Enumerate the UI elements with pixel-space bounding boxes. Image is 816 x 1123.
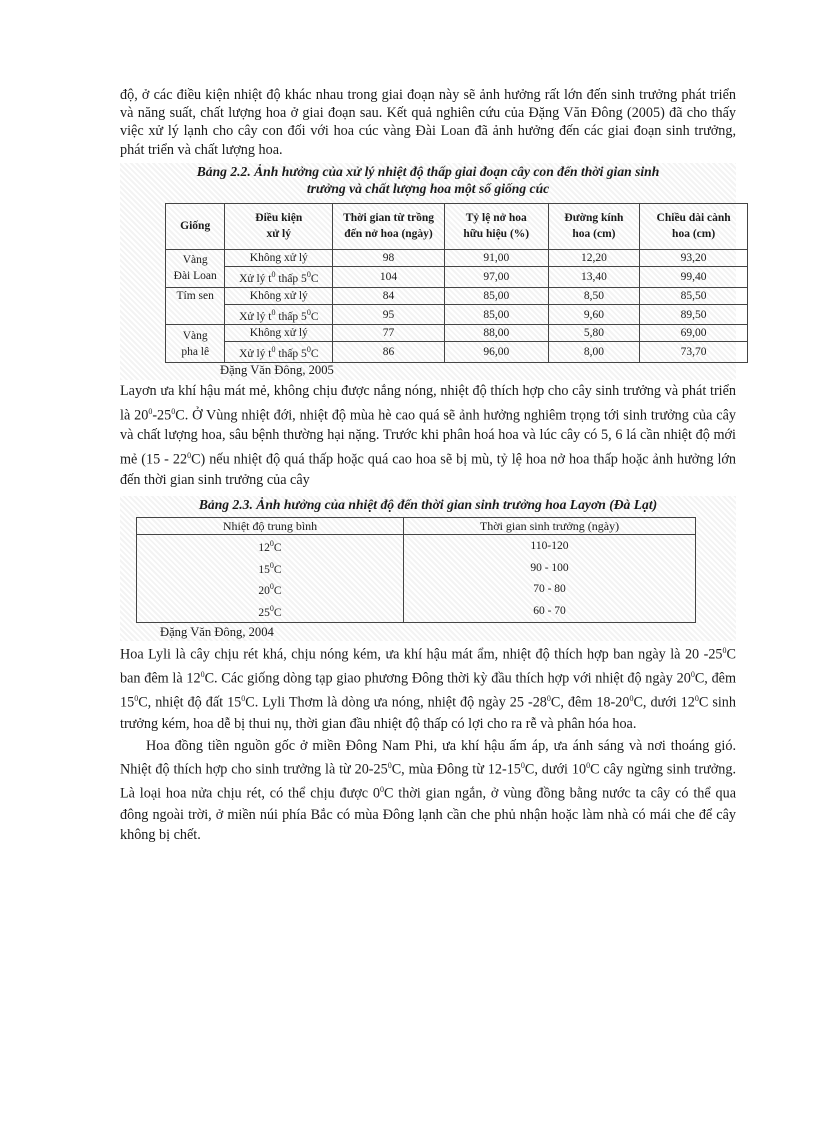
table1-header-row [166,203,748,249]
table-row [137,534,696,556]
length-cell: 73,70 [640,342,748,363]
lyli-paragraph: Hoa Lyli là cây chịu rét khá, chịu nóng kém, ưa khí hậu mát ẩm, nhiệt độ thích hợp ban ngày là 20 $-25^0C$ ban đêm là $12^0C$. Các giống dòng tạp giao phương Đông thời kỳ đầu thích hợp với nhiệt độ ngày $20^0C$, đêm $15^0C$, nhiệt độ đất $15^0C$. Lyli Thơm là dòng ưa nóng, nhiệt độ ngày 25 $-28^0C$, đêm $18-20^0C$, dưới $12^0C$ sinh trưởng kém, hoa dễ bị thui nụ, thời gian đầu nhiệt độ thấp có lợi cho ra rễ và phân hóa hoa. [120,646,737,732]
diameter-cell: 5,80 [548,325,640,342]
length-cell: 99,40 [640,266,748,287]
table1 [165,203,748,363]
document-page [120,86,736,845]
time-cell: 110-120 [404,534,696,556]
days-cell: 98 [333,249,445,266]
table1-source: Đặng Văn Đông, 2005 [220,363,334,378]
treatment-cell: Không xử lý [225,287,333,304]
table-row [166,342,748,363]
table2-header-time: Thời gian sinh trưởng (ngày) [404,517,696,534]
time-cell: 70 - 80 [404,578,696,600]
table1-header-chieu-dai: Chiều dài cành hoa (cm) [640,203,748,249]
length-cell: 69,00 [640,325,748,342]
days-cell: 84 [333,287,445,304]
table1-header-giong: Giống [166,203,225,249]
time-cell: 90 - 100 [404,557,696,579]
layon-paragraph: Layơn ưa khí hậu mát mẻ, không chịu được nắng nóng, nhiệt độ thích hợp cho cây sinh trưởng và phát triển là $20^0-25^0C$. Ở Vùng nhiệt đới, nhiệt độ mùa hè cao quá sẽ ảnh hưởng nghiêm trọng tới sinh trưởng của cây và chất lượng hoa, sâu bệnh thường hại nặng. Trước khi phân hoá hoa và lúc cây có 5, 6 lá cần nhiệt độ mới mẻ $(15 - 22^0C)$ nếu nhiệt độ quá thấp hoặc quá cao hoa sẽ bị mù, tỷ lệ hoa nở hoa thấp hoặc ảnh hưởng lớn đến thời gian sinh trưởng của cây [120,383,736,488]
table-row [166,249,748,266]
table-row [166,287,748,304]
temp-cell: $15^0C$ [137,557,404,579]
rate-cell: 91,00 [444,249,548,266]
rate-cell: 96,00 [444,342,548,363]
table1-block [120,163,736,380]
rate-cell: 85,00 [444,304,548,325]
days-cell: 104 [333,266,445,287]
table-row [166,304,748,325]
table1-caption [120,163,736,197]
diameter-cell: 13,40 [548,266,640,287]
variety-cell: Vàng Đài Loan [166,249,225,287]
table1-header-dieu-kien: Điều kiện xử lý [225,203,333,249]
treatment-cell: Không xử lý [225,249,333,266]
treatment-cell: Xử lý $t^0$ thấp $5^0C$ [225,342,333,363]
table1-header-duong-kinh: Đường kính hoa (cm) [548,203,640,249]
table1-header-thoi-gian: Thời gian từ trồng đến nở hoa (ngày) [333,203,445,249]
temp-cell: $25^0C$ [137,600,404,622]
table2-header-row [137,517,696,534]
table-row [166,325,748,342]
table2-caption: Bảng 2.3. Ảnh hưởng của nhiệt độ đến thời gian sinh trưởng hoa Layơn (Đà Lạt) [198,496,658,512]
rate-cell: 97,00 [444,266,548,287]
table-row [137,557,696,579]
table2-block [120,496,736,641]
dongtien-paragraph: Hoa đồng tiền nguồn gốc ở miền Đông Nam Phi, ưa khí hậu ấm áp, ưa ánh sáng và nơi thoáng gió. Nhiệt độ thích hợp cho sinh trưởng là từ $20-25^0C$, mùa Đông từ $12-15^0C$, dưới $10^0C$ cây ngừng sinh trưởng. Là loại hoa nửa chịu rét, có thể chịu được $0^0C$ thời gian ngắn, ở vùng đồng bằng nước ta cây có thể qua đông ngoài trời, ở miền núi phía Bắc có mùa Đông lạnh cần che phủ nhận hoặc làm nhà có mái che để cây không bị chết. [120,737,736,844]
length-cell: 89,50 [640,304,748,325]
intro-paragraph: độ, ở các điều kiện nhiệt độ khác nhau trong giai đoạn này sẽ ảnh hưởng rất lớn đến sinh trưởng phát triển và năng suất, chất lượng hoa ở giai đoạn sau. Kết quả nghiên cứu của Đặng Văn Đông (2005) đã cho thấy việc xử lý lạnh cho cây con đối với hoa cúc vàng Đài Loan đã ảnh hưởng đến các giai đoạn sinh trưởng, phát triển và chất lượng hoa. [120,87,736,158]
diameter-cell: 8,50 [548,287,640,304]
table2-source: Đặng Văn Đông, 2004 [160,625,274,640]
days-cell: 77 [333,325,445,342]
diameter-cell: 8,00 [548,342,640,363]
variety-cell: Vàng pha lê [166,325,225,363]
table-row [137,600,696,622]
rate-cell: 88,00 [444,325,548,342]
variety-cell: Tím sen [166,287,225,325]
diameter-cell: 12,20 [548,249,640,266]
length-cell: 85,50 [640,287,748,304]
length-cell: 93,20 [640,249,748,266]
table1-header-ty-le: Tỷ lệ nở hoa hữu hiệu (%) [444,203,548,249]
table-row [166,266,748,287]
table2-header-temp: Nhiệt độ trung bình [137,517,404,534]
treatment-cell: Xử lý $t^0$ thấp $5^0C$ [225,266,333,287]
temp-cell: $20^0C$ [137,578,404,600]
temp-cell: $12^0C$ [137,534,404,556]
table1-caption-line2: trưởng và chất lượng hoa một số giống cúc [306,180,550,196]
time-cell: 60 - 70 [404,600,696,622]
treatment-cell: Xử lý $t^0$ thấp $5^0C$ [225,304,333,325]
days-cell: 86 [333,342,445,363]
treatment-cell: Không xử lý [225,325,333,342]
table1-caption-line1: Bảng 2.2. Ảnh hưởng của xử lý nhiệt độ thấp giai đoạn cây con đến thời gian sinh [196,163,660,179]
days-cell: 95 [333,304,445,325]
rate-cell: 85,00 [444,287,548,304]
table-row [137,578,696,600]
table2 [136,517,696,623]
diameter-cell: 9,60 [548,304,640,325]
